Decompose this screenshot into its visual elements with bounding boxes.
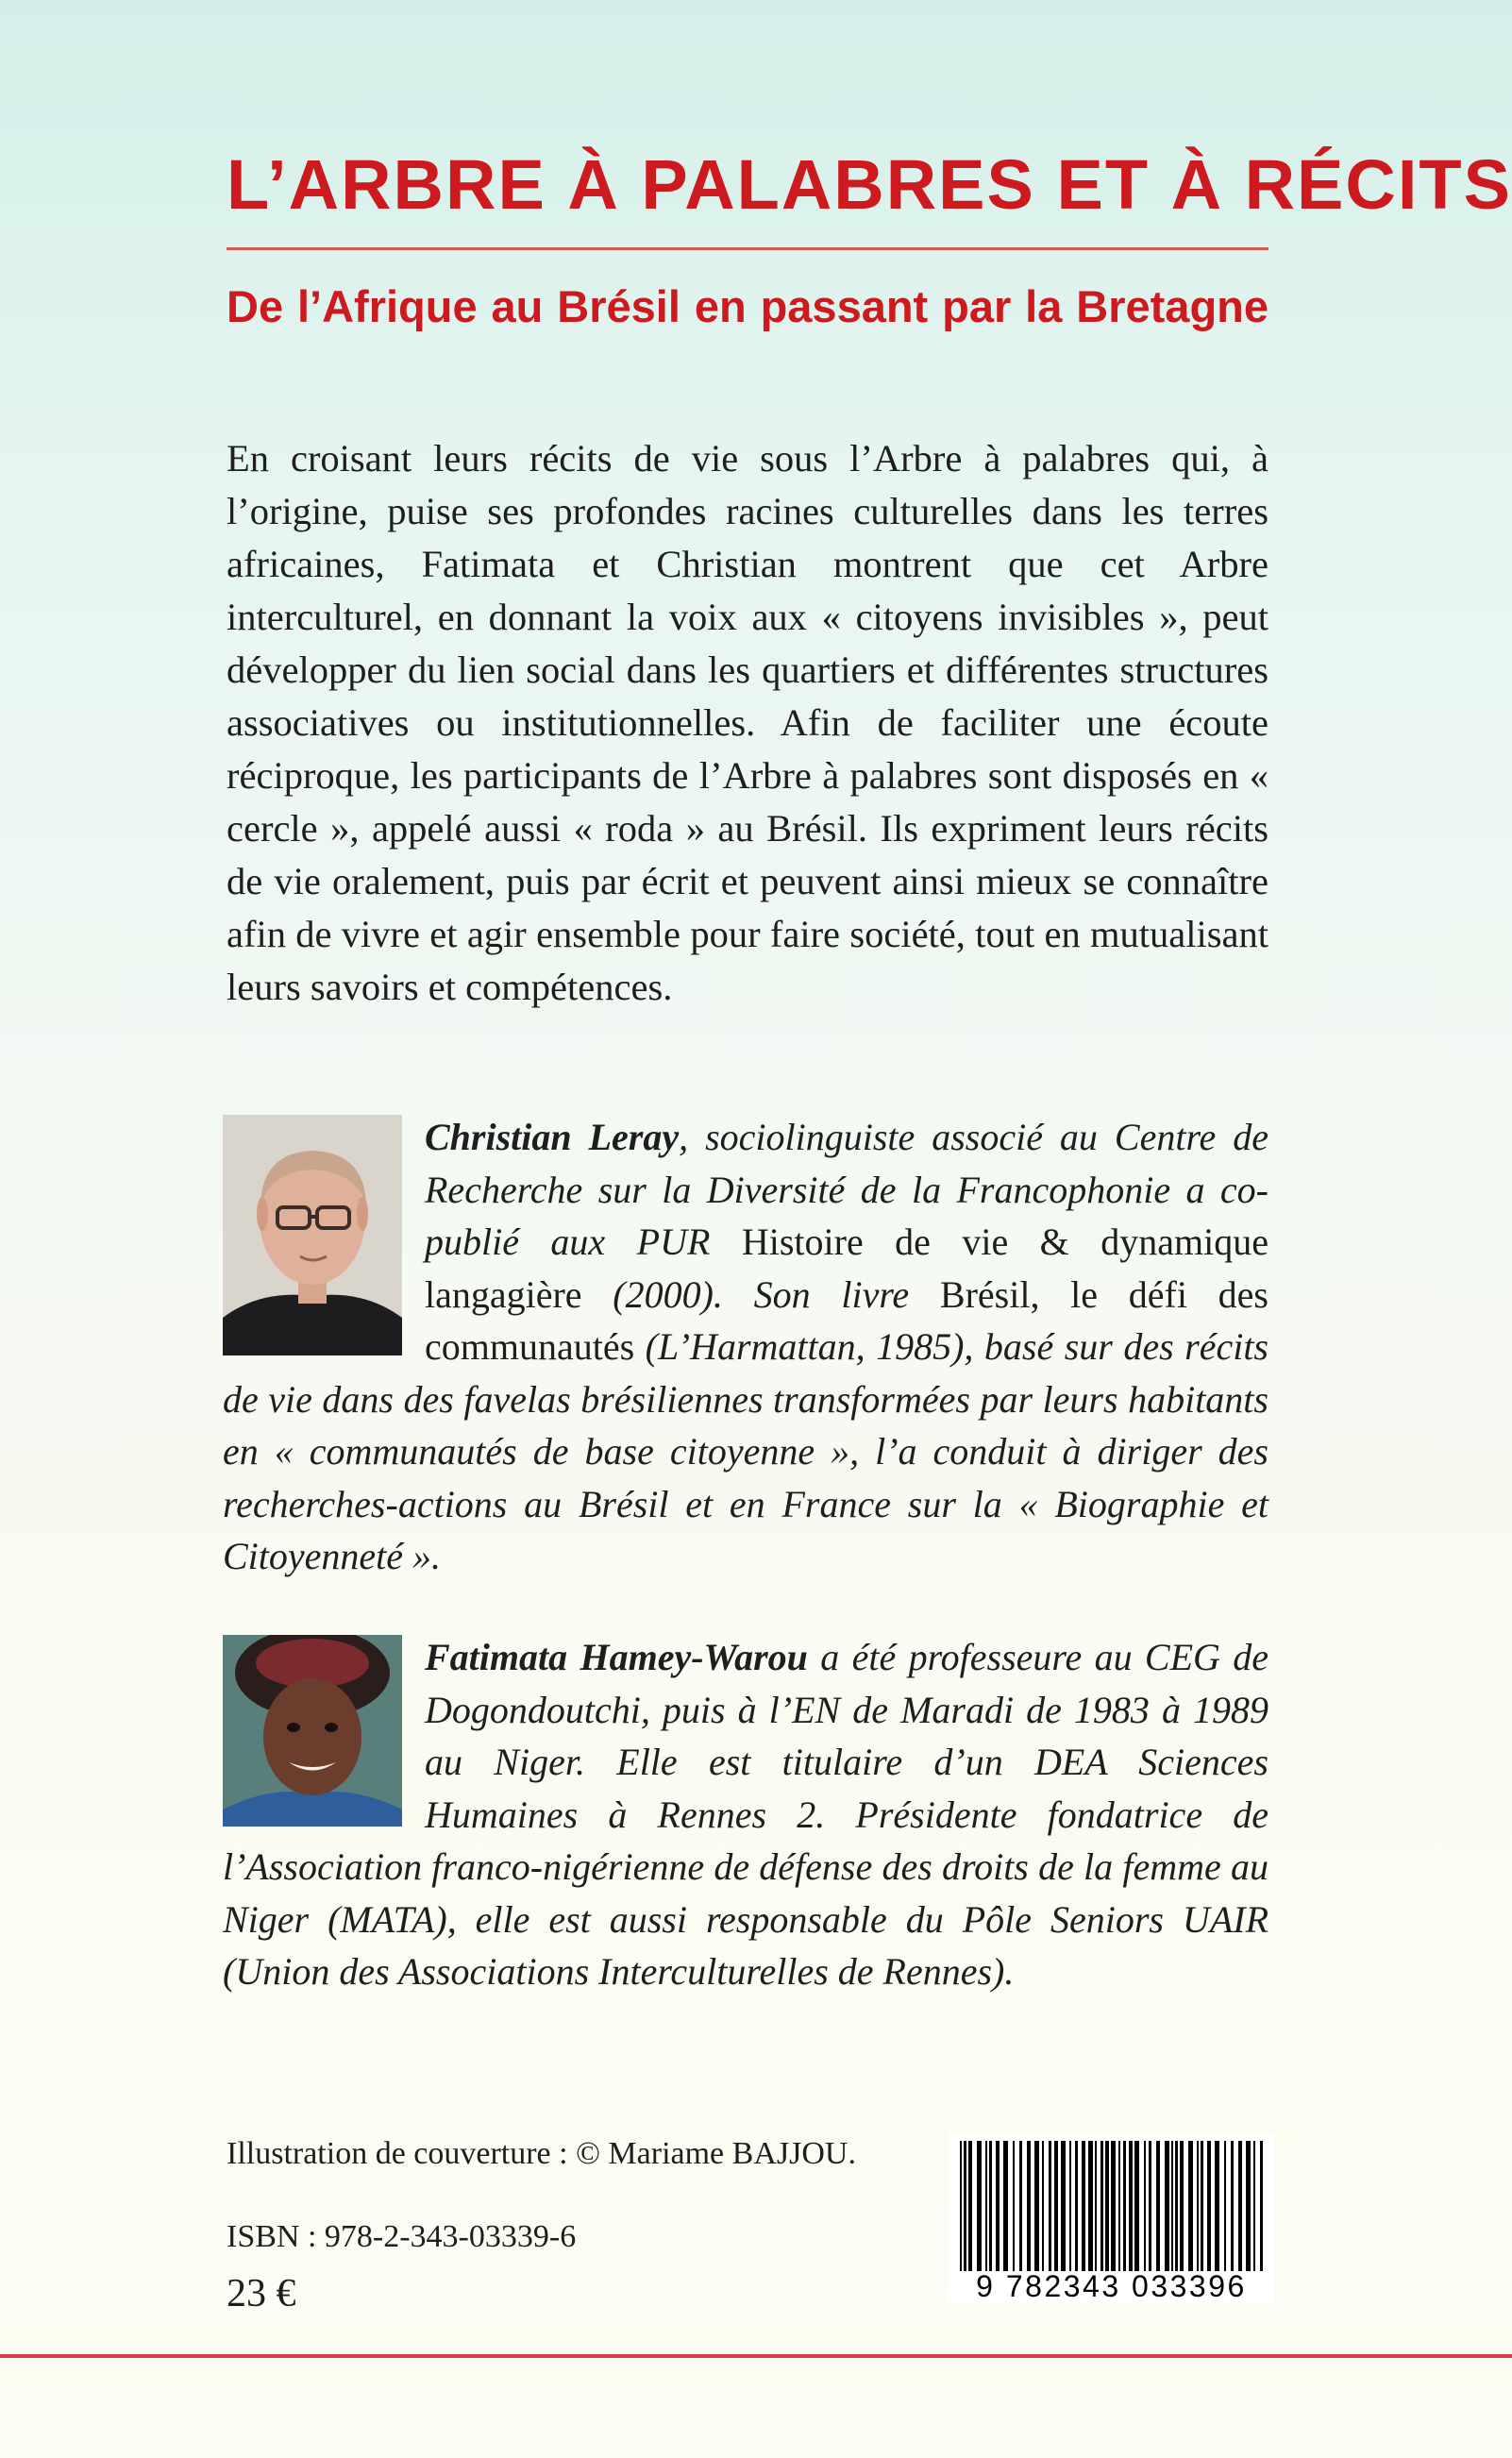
barcode-bar xyxy=(1165,2141,1169,2271)
barcode-bar xyxy=(1238,2141,1242,2271)
author-name: Christian Leray xyxy=(425,1116,680,1158)
barcode-bar xyxy=(1034,2141,1039,2271)
book-title-ref: Histoire de vie & dynamique langagière xyxy=(425,1221,1268,1316)
barcode-bar xyxy=(1207,2141,1211,2271)
barcode-bar xyxy=(996,2141,1000,2271)
barcode-bar xyxy=(1118,2141,1120,2271)
barcode-bar xyxy=(1100,2141,1103,2271)
barcode-bar xyxy=(985,2141,987,2271)
barcode-bar xyxy=(964,2141,966,2271)
barcode-bar xyxy=(1049,2141,1051,2271)
barcode-bar xyxy=(968,2141,972,2271)
barcode-bar xyxy=(1013,2141,1015,2271)
barcode-bar xyxy=(1129,2141,1133,2271)
barcode-bar xyxy=(1246,2141,1251,2271)
back-cover-summary: En croisant leurs récits de vie sous l’Arbre à palabres qui, à l’origine, puise ses profondes racines culturelles dans les terres africaines, Fatimata et Christian montrent que cet Arbre interculturel, en donnant la voix aux « citoyens invisibles », peut développer du lien social dans les quartiers et différentes structures associatives ou institutionnelles. Afin de faciliter une écoute réciproque, les participants de l’Arbre à palabres sont disposés en « cercle », appelé aussi « roda » au Brésil. Ils expriment leurs récits de vie oralement, puis par écrit et peuvent ainsi mieux se connaître afin de vivre et agir ensemble pour faire société, tout en mutualisant leurs savoirs et compétences. xyxy=(227,437,1268,1008)
barcode-bar xyxy=(960,2141,962,2271)
barcode-bars xyxy=(949,2133,1274,2275)
barcode-bar xyxy=(1149,2141,1151,2271)
barcode-bar xyxy=(1111,2141,1116,2271)
barcode-bar xyxy=(1144,2141,1146,2271)
barcode-bar xyxy=(1224,2141,1226,2271)
barcode-bar xyxy=(1123,2141,1126,2271)
barcode-bar xyxy=(1215,2141,1219,2271)
author-photo-fatimata-hamey-warou xyxy=(223,1635,402,1827)
barcode-bar xyxy=(1003,2141,1008,2271)
barcode-bar xyxy=(1105,2141,1109,2271)
book-title: L’ARBRE À PALABRES ET À RÉCITS xyxy=(227,145,1512,224)
barcode-bar xyxy=(1197,2141,1199,2271)
barcode-bar xyxy=(989,2141,992,2271)
barcode-bar xyxy=(1027,2141,1031,2271)
isbn: ISBN : 978-2-343-03339-6 xyxy=(227,2219,577,2254)
barcode-bar xyxy=(977,2141,982,2271)
book-title-ref: Brésil, le défi des communautés xyxy=(425,1272,1268,1368)
book-subtitle: De l’Afrique au Brésil en passant par la Bretagne xyxy=(227,281,1268,331)
barcode-bar xyxy=(1088,2141,1093,2271)
author-bio-christian-leray: Christian Leray, sociolinguiste associé au Centre de Recherche sur la Diversité de la Francophonie a co-publié aux PUR Histoire de vie & dynamique langagière (2000). Son livre Brésil, le défi des communautés (L’Harmattan, 1985), basé sur des récits de vie dans des favelas brésiliennes transformées par leurs habitants en « communautés de base citoyenne », l’a conduit à diriger des recherches-actions au Brésil et en France sur la « Biographie et Citoyenneté ». xyxy=(223,1116,1268,1577)
barcode-bar xyxy=(1042,2141,1044,2271)
barcode-bar xyxy=(1171,2141,1173,2271)
barcode-bar xyxy=(1134,2141,1139,2271)
barcode-bar xyxy=(1201,2141,1203,2271)
bottom-divider xyxy=(0,2354,1512,2358)
barcode-bar xyxy=(1054,2141,1058,2271)
barcode-bar xyxy=(1260,2141,1263,2271)
barcode-bar xyxy=(1069,2141,1071,2271)
author-photo-christian-leray xyxy=(223,1115,402,1355)
barcode-bar xyxy=(1180,2141,1184,2271)
barcode-bar xyxy=(1231,2141,1234,2271)
barcode-bar xyxy=(1188,2141,1193,2271)
barcode-bar xyxy=(1061,2141,1066,2271)
price: 23 € xyxy=(227,2272,296,2315)
barcode-bar xyxy=(1095,2141,1097,2271)
barcode-digits: 9 782343 033396 xyxy=(976,2269,1247,2303)
barcode-bar xyxy=(1082,2141,1085,2271)
barcode-bar xyxy=(1019,2141,1022,2271)
barcode-bar xyxy=(1075,2141,1078,2271)
title-divider xyxy=(227,247,1268,250)
barcode-bar xyxy=(1175,2141,1178,2271)
barcode-bar xyxy=(1253,2141,1255,2271)
author-name: Fatimata Hamey-Warou xyxy=(425,1636,808,1678)
author-bio-fatimata-hamey-warou: Fatimata Hamey-Warou a été professeure au CEG de Dogondoutchi, puis à l’EN de Maradi de 1983 à 1989 au Niger. Elle est titulaire d’un DEA Sciences Humaines à Rennes 2. Présidente fondatrice de l’Association franco-nigérienne de défense des droits de la femme au Niger (MATA), elle est aussi responsable du Pôle Seniors UAIR (Union des Associations Interculturelles de Rennes). xyxy=(223,1631,1268,1998)
cover-illustration-credit: Illustration de couverture : © Mariame BAJJOU. xyxy=(227,2136,856,2171)
barcode-bar xyxy=(1156,2141,1160,2271)
